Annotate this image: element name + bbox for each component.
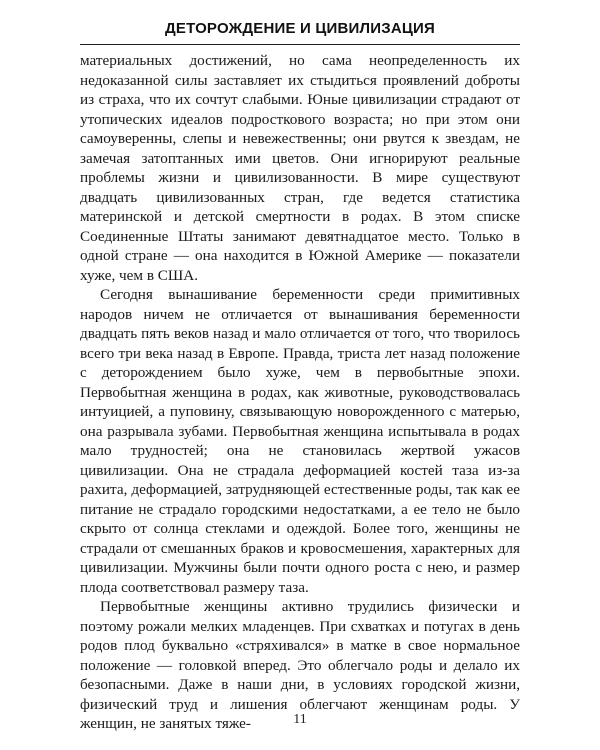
body-text [80,51,520,734]
paragraph-1: материальных достижений, но сама неопределенность их недоказанной силы заставляет их стыдиться проявлений доброты из страха, что их сочтут слабыми. Юные цивилизации страдают от утопических идеалов подросткового возраста; но при этом они самоуверенны, слепы и невежественны; они рвутся к звездам, не замечая затоптанных ими цветов. Они игнорируют реальные проблемы жизни и цивилизованности. В мире существуют двадцать цивилизованных стран, где ведется статистика материнской и детской смертности в родах. В этом списке Соединенные Штаты занимают девятнадцатое место. Только в одной стране — она находится в Южной Америке — показатели хуже, чем в США. [80,52,520,284]
running-header: ДЕТОРОЖДЕНИЕ И ЦИВИЛИЗАЦИЯ [164,20,435,37]
paragraph-3: Первобытные женщины активно трудились физически и поэтому рожали мелких младенцев. При схватках и потугах в день родов плод буквально «стряхивался» в матке в свое нормальное положение — головкой вперед. Это облегчало роды и делало их безопасными. Даже в наши дни, в условиях городской жизни, физический труд и лишения облегчают женщинам роды. У женщин, не занятых тяже- [80,598,520,732]
header-divider [80,44,520,45]
paragraph-2: Сегодня вынашивание беременности среди примитивных народов ничем не отличается от вынашивания беременности двадцать пять веков назад и мало отличается от того, что творилось всего три века назад в Европе. Правда, триста лет назад положение с деторождением было хуже, чем в первобытные эпохи. Первобытная женщина в родах, как животные, руководствовалась интуицией, а пуповину, связывающую новорожденного с матерью, она разрывала зубами. Первобытная женщина испытывала в родах мало трудностей; она не становилась жертвой ужасов цивилизации. Она не страдала деформацией костей таза из-за рахита, деформацией, затрудняющей естественные роды, так как ее питание не страдало городскими недостатками, а ее тело не было скрыто от солнца стеклами и одеждой. Более того, женщины не страдали от смешанных браков и кровосмешения, характерных для цивилизации. Мужчины были почти одного роста с нею, и размер плода соответствовал размеру таза. [80,286,520,596]
page-number: 11 [293,712,307,727]
